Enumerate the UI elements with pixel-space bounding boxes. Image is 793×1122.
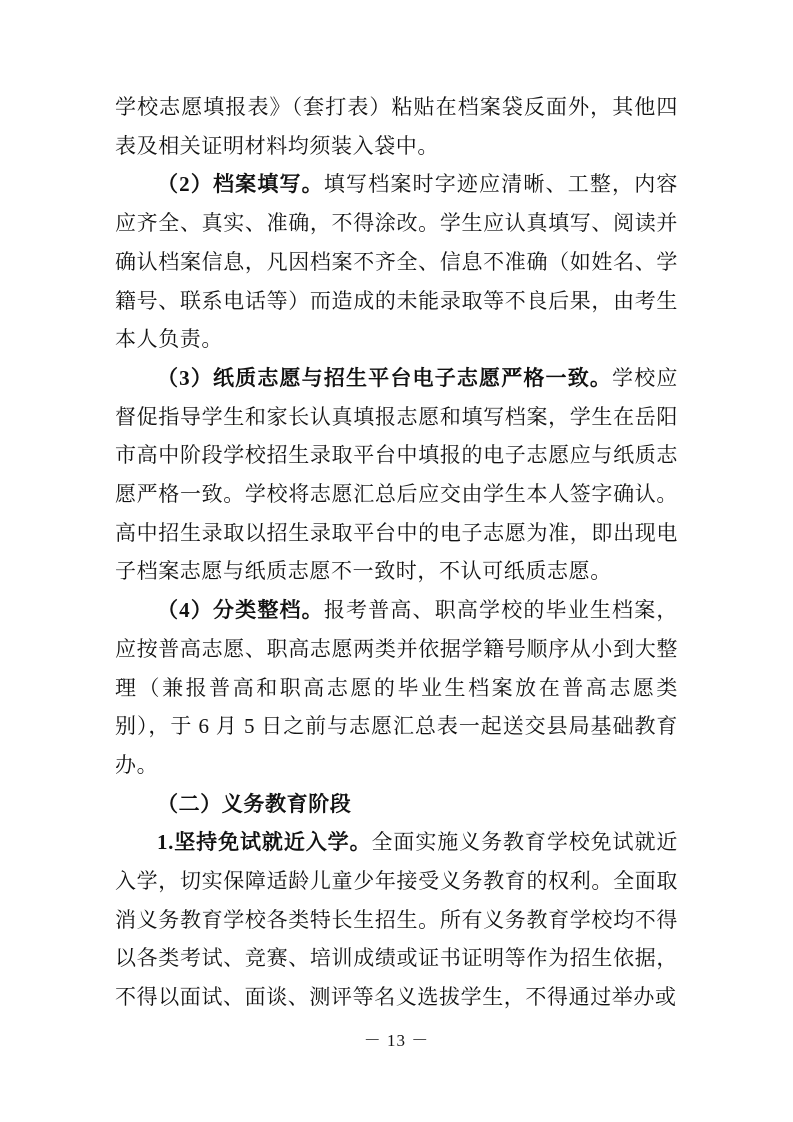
text-run: 报考普高、职高学校的毕业生档案，应按普高志愿、职高志愿两类并依据学籍号顺序从小到大整理（兼报普高和职高志愿的毕业生档案放在普高志愿类别），于 6 月 5 日之前与志愿汇总表一起送交县局基础教育办。 [115, 598, 678, 777]
paragraph [115, 823, 678, 1017]
document-body [115, 88, 678, 1017]
text-run: 学校志愿填报表》（套打表）粘贴在档案袋反面外，其他四表及相关证明材料均须装入袋中。 [115, 95, 678, 158]
paragraph [115, 359, 678, 591]
bold-text-run: 1.坚持免试就近入学。 [157, 830, 372, 855]
bold-text-run: （2）档案填写。 [157, 172, 324, 197]
paragraph [115, 591, 678, 785]
bold-text-run: （二）义务教育阶段 [157, 791, 352, 816]
bold-text-run: （4）分类整档。 [157, 598, 324, 623]
section-heading [115, 785, 678, 824]
paragraph [115, 165, 678, 359]
text-run: 全面实施义务教育学校免试就近入学，切实保障适龄儿童少年接受义务教育的权利。全面取消义务教育学校各类特长生招生。所有义务教育学校均不得以各类考试、竞赛、培训成绩或证书证明等作为招生依据，不得以面试、面谈、测评等名义选拔学生，不得通过举办或 [115, 830, 678, 1010]
bold-text-run: （3）纸质志愿与招生平台电子志愿严格一致。 [157, 365, 613, 390]
page-number: － 13 － [363, 1031, 430, 1050]
text-run: 填写档案时字迹应清晰、工整，内容应齐全、真实、准确，不得涂改。学生应认真填写、阅读并确认档案信息，凡因档案不齐全、信息不准确（如姓名、学籍号、联系电话等）而造成的未能录取等不良后果，由考生本人负责。 [115, 172, 678, 352]
paragraph [115, 88, 678, 165]
text-run: 学校应督促指导学生和家长认真填报志愿和填写档案，学生在岳阳市高中阶段学校招生录取平台中填报的电子志愿应与纸质志愿严格一致。学校将志愿汇总后应交由学生本人签字确认。高中招生录取以招生录取平台中的电子志愿为准，即出现电子档案志愿与纸质志愿不一致时，不认可纸质志愿。 [115, 365, 678, 584]
